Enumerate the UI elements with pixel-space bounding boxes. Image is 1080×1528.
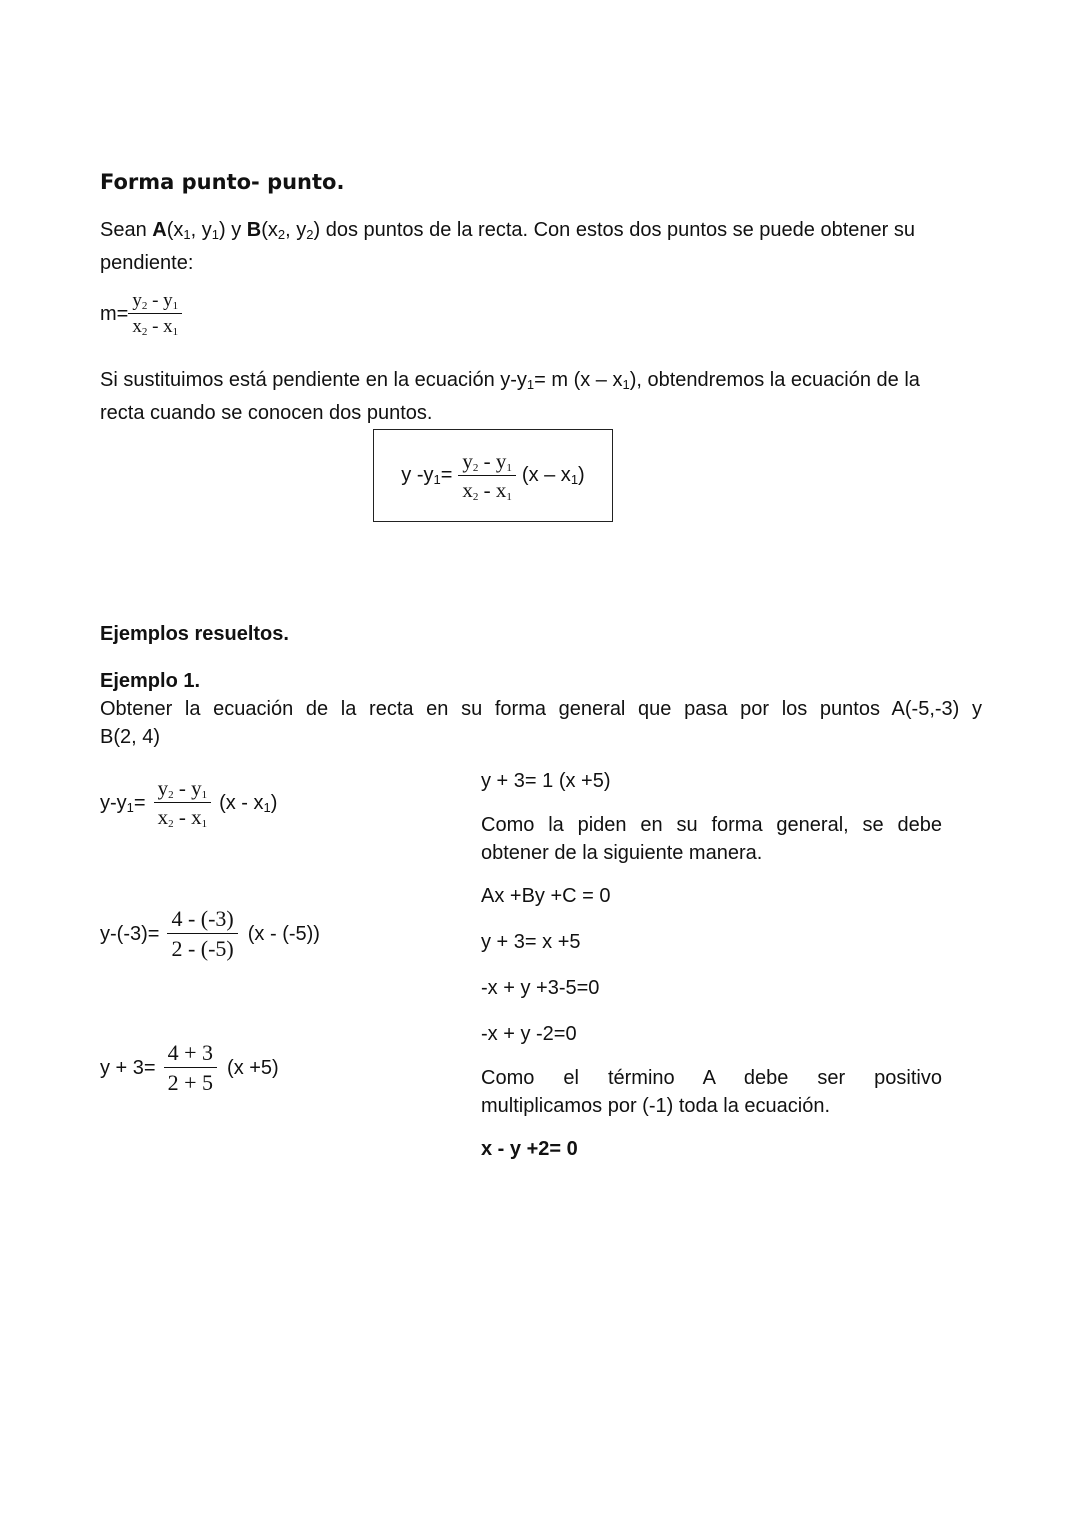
examples-title: Ejemplos resueltos.	[100, 623, 289, 645]
slope-formula: m= $\frac{y_2 - y_1}{x_2 - x_1}$	[100, 290, 182, 338]
substitution-paragraph: Si sustituimos está pendiente en la ecuación $y-y_1= m$ $(x - x_1)$, obtendremos la ecuación de la recta cuando se conocen dos puntos.	[100, 369, 920, 424]
general-form: Ax +By +C = 0	[481, 885, 611, 907]
step-3-formula: y + 3= $\frac{4 + 3}{2 + 5}$ (x +5)	[100, 1040, 279, 1095]
boxed-fraction: $\frac{y_2 - y_1}{x_2 - x_1}$	[458, 449, 516, 503]
point-a-label: A	[152, 219, 167, 241]
slope-fraction: $\frac{y_2 - y_1}{x_2 - x_1}$	[128, 290, 182, 338]
section-title: Forma punto- punto.	[100, 170, 345, 194]
boxed-point-point-formula: y $-y_1=$ $\frac{y_2 - y_1}{x_2 - x_1}$ $(x - x_1)$	[373, 429, 613, 522]
point-b-label: B	[246, 219, 262, 241]
example-1-statement: Obtener la ecuación de la recta en su forma general que pasa por los puntos A(-5,-3) y B(2, 4)	[100, 698, 982, 748]
step-2-formula: y-(-3)= $\frac{4 - (-3)}{2 - (-5)}$ (x - (-5))	[100, 906, 320, 961]
example-1-title: Ejemplo 1.	[100, 670, 201, 692]
final-result: x - y +2= 0	[481, 1138, 578, 1160]
intro-paragraph: Sean $A(x_1$, $y_1$) y $B(x_2$, $y_2$) dos puntos de la recta. Con estos dos puntos se puede obtener su pendiente:	[100, 219, 915, 274]
step-1-formula: $y-y_1=$ $\frac{y_2 - y_1}{x_2 - x_1}$ $(x - x_1)$	[100, 776, 278, 830]
right-step-1: y + 3= 1 (x +5)	[481, 770, 611, 792]
right-column-solution: y + 3= 1 (x +5) Como la piden en su forma general, se debe obtener de la siguiente manera. Ax +By +C = 0 y + 3= x +5 -x + y +3-5=0 -x + y -2=0 Como el término A debe ser positivo multiplicamos por (-1) toda la ecuación. x - y +2= 0	[481, 770, 942, 1160]
